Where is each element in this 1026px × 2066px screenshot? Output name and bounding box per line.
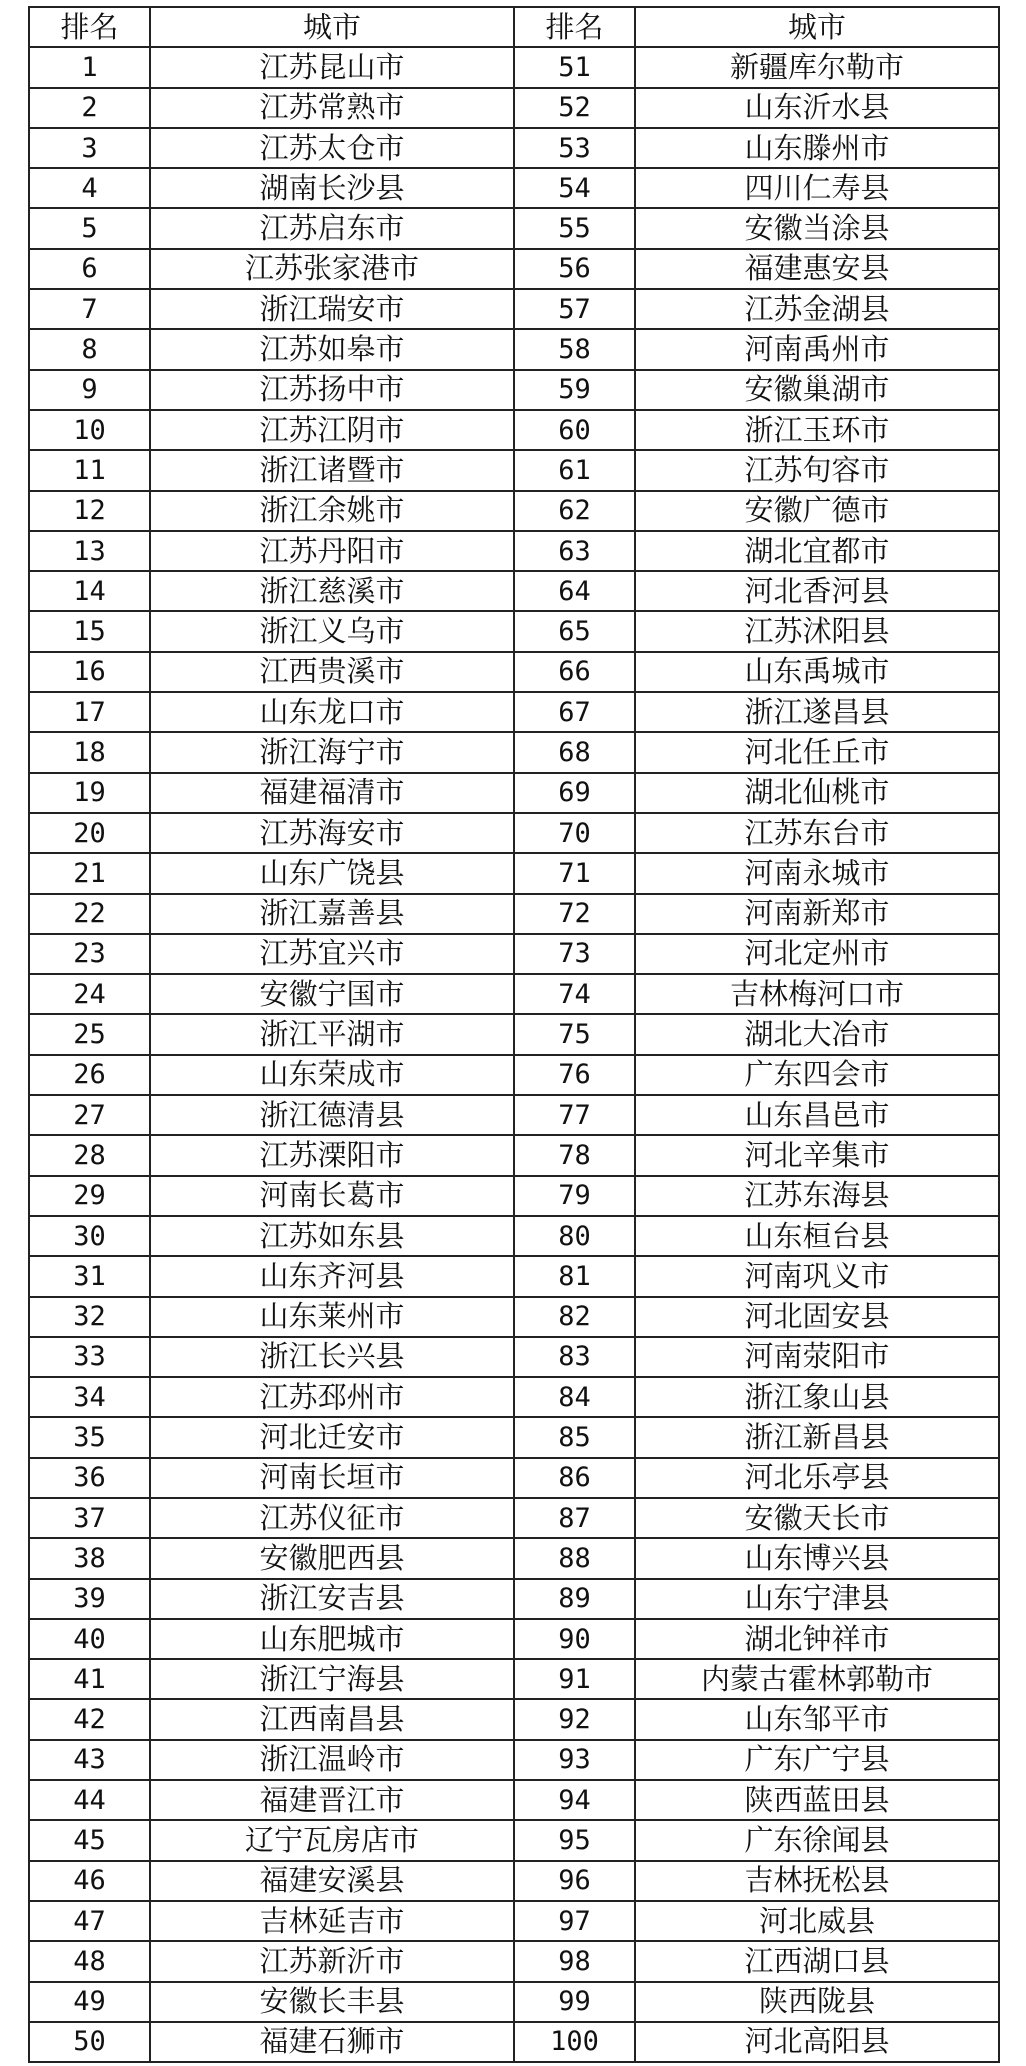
left-rank-cell: 10 <box>29 410 150 450</box>
left-city-cell: 福建晋江市 <box>150 1780 514 1820</box>
table-row <box>29 1135 999 1175</box>
left-city-cell: 湖南长沙县 <box>150 168 514 208</box>
right-rank-cell: 97 <box>514 1901 635 1941</box>
left-city-cell: 江苏启东市 <box>150 208 514 248</box>
left-city-cell: 江苏太仓市 <box>150 128 514 168</box>
right-rank-cell: 75 <box>514 1014 635 1054</box>
header-rank-right: 排名 <box>514 7 635 47</box>
right-city-cell: 山东桓台县 <box>635 1216 999 1256</box>
right-city-cell: 浙江象山县 <box>635 1377 999 1417</box>
left-city-cell: 吉林延吉市 <box>150 1901 514 1941</box>
table-row <box>29 1458 999 1498</box>
right-city-cell: 湖北大冶市 <box>635 1014 999 1054</box>
right-city-cell: 河南禹州市 <box>635 329 999 369</box>
right-rank-cell: 73 <box>514 934 635 974</box>
table-row <box>29 1941 999 1981</box>
right-city-cell: 江苏东海县 <box>635 1176 999 1216</box>
left-city-cell: 山东齐河县 <box>150 1256 514 1296</box>
right-rank-cell: 96 <box>514 1861 635 1901</box>
left-rank-cell: 33 <box>29 1337 150 1377</box>
left-rank-cell: 47 <box>29 1901 150 1941</box>
right-rank-cell: 85 <box>514 1417 635 1457</box>
left-rank-cell: 17 <box>29 692 150 732</box>
right-city-cell: 江苏金湖县 <box>635 289 999 329</box>
right-city-cell: 山东禹城市 <box>635 652 999 692</box>
left-city-cell: 辽宁瓦房店市 <box>150 1820 514 1860</box>
right-rank-cell: 65 <box>514 611 635 651</box>
right-city-cell: 河北威县 <box>635 1901 999 1941</box>
right-rank-cell: 92 <box>514 1699 635 1739</box>
left-rank-cell: 27 <box>29 1095 150 1135</box>
table-row <box>29 853 999 893</box>
table-row <box>29 208 999 248</box>
left-city-cell: 浙江温岭市 <box>150 1740 514 1780</box>
table-row <box>29 1538 999 1578</box>
left-city-cell: 福建安溪县 <box>150 1861 514 1901</box>
left-rank-cell: 45 <box>29 1820 150 1860</box>
left-rank-cell: 20 <box>29 813 150 853</box>
right-rank-cell: 91 <box>514 1659 635 1699</box>
left-city-cell: 浙江诸暨市 <box>150 450 514 490</box>
header-row <box>29 7 999 47</box>
right-city-cell: 河北高阳县 <box>635 2022 999 2062</box>
left-city-cell: 安徽长丰县 <box>150 1982 514 2022</box>
table-row <box>29 1014 999 1054</box>
right-city-cell: 湖北钟祥市 <box>635 1619 999 1659</box>
right-city-cell: 山东博兴县 <box>635 1538 999 1578</box>
left-rank-cell: 41 <box>29 1659 150 1699</box>
right-rank-cell: 74 <box>514 974 635 1014</box>
table-row <box>29 1780 999 1820</box>
right-rank-cell: 90 <box>514 1619 635 1659</box>
right-city-cell: 山东沂水县 <box>635 88 999 128</box>
left-rank-cell: 39 <box>29 1579 150 1619</box>
right-city-cell: 广东徐闻县 <box>635 1820 999 1860</box>
right-rank-cell: 55 <box>514 208 635 248</box>
right-city-cell: 河南永城市 <box>635 853 999 893</box>
right-city-cell: 河南新郑市 <box>635 894 999 934</box>
right-rank-cell: 54 <box>514 168 635 208</box>
right-rank-cell: 81 <box>514 1256 635 1296</box>
right-rank-cell: 64 <box>514 571 635 611</box>
right-rank-cell: 95 <box>514 1820 635 1860</box>
right-rank-cell: 68 <box>514 732 635 772</box>
left-city-cell: 浙江宁海县 <box>150 1659 514 1699</box>
left-rank-cell: 44 <box>29 1780 150 1820</box>
right-rank-cell: 60 <box>514 410 635 450</box>
right-rank-cell: 99 <box>514 1982 635 2022</box>
right-rank-cell: 67 <box>514 692 635 732</box>
left-city-cell: 浙江嘉善县 <box>150 894 514 934</box>
left-city-cell: 河南长葛市 <box>150 1176 514 1216</box>
left-rank-cell: 36 <box>29 1458 150 1498</box>
right-city-cell: 江苏沭阳县 <box>635 611 999 651</box>
table-row <box>29 1055 999 1095</box>
right-city-cell: 福建惠安县 <box>635 249 999 289</box>
right-city-cell: 河北任丘市 <box>635 732 999 772</box>
table-row <box>29 1216 999 1256</box>
table-row <box>29 1740 999 1780</box>
right-city-cell: 河北香河县 <box>635 571 999 611</box>
left-rank-cell: 13 <box>29 531 150 571</box>
left-rank-cell: 8 <box>29 329 150 369</box>
table-row <box>29 611 999 651</box>
right-rank-cell: 58 <box>514 329 635 369</box>
left-city-cell: 江苏海安市 <box>150 813 514 853</box>
left-city-cell: 江苏常熟市 <box>150 88 514 128</box>
left-city-cell: 浙江德清县 <box>150 1095 514 1135</box>
left-rank-cell: 48 <box>29 1941 150 1981</box>
left-rank-cell: 21 <box>29 853 150 893</box>
left-city-cell: 江苏仪征市 <box>150 1498 514 1538</box>
right-rank-cell: 77 <box>514 1095 635 1135</box>
left-city-cell: 河北迁安市 <box>150 1417 514 1457</box>
table-row <box>29 531 999 571</box>
left-rank-cell: 14 <box>29 571 150 611</box>
table-row <box>29 370 999 410</box>
left-city-cell: 山东莱州市 <box>150 1297 514 1337</box>
table-row <box>29 128 999 168</box>
left-rank-cell: 32 <box>29 1297 150 1337</box>
left-rank-cell: 37 <box>29 1498 150 1538</box>
right-rank-cell: 62 <box>514 491 635 531</box>
table-row <box>29 249 999 289</box>
header-city-left: 城市 <box>150 7 514 47</box>
table-row <box>29 1417 999 1457</box>
table-row <box>29 1619 999 1659</box>
ranking-table <box>28 6 1000 2063</box>
left-rank-cell: 6 <box>29 249 150 289</box>
left-rank-cell: 25 <box>29 1014 150 1054</box>
right-rank-cell: 100 <box>514 2022 635 2062</box>
table-row <box>29 732 999 772</box>
left-city-cell: 福建福清市 <box>150 773 514 813</box>
right-city-cell: 山东滕州市 <box>635 128 999 168</box>
left-rank-cell: 29 <box>29 1176 150 1216</box>
left-city-cell: 山东肥城市 <box>150 1619 514 1659</box>
table-header <box>29 7 999 47</box>
right-city-cell: 江苏句容市 <box>635 450 999 490</box>
right-rank-cell: 87 <box>514 1498 635 1538</box>
table-row <box>29 1901 999 1941</box>
left-city-cell: 浙江义乌市 <box>150 611 514 651</box>
right-city-cell: 山东宁津县 <box>635 1579 999 1619</box>
left-city-cell: 江苏扬中市 <box>150 370 514 410</box>
table-row <box>29 692 999 732</box>
right-city-cell: 安徽当涂县 <box>635 208 999 248</box>
left-rank-cell: 22 <box>29 894 150 934</box>
table-row <box>29 1982 999 2022</box>
right-rank-cell: 93 <box>514 1740 635 1780</box>
right-city-cell: 新疆库尔勒市 <box>635 47 999 87</box>
right-rank-cell: 72 <box>514 894 635 934</box>
left-city-cell: 江苏宜兴市 <box>150 934 514 974</box>
right-rank-cell: 79 <box>514 1176 635 1216</box>
right-city-cell: 安徽天长市 <box>635 1498 999 1538</box>
left-city-cell: 浙江安吉县 <box>150 1579 514 1619</box>
left-city-cell: 福建石狮市 <box>150 2022 514 2062</box>
right-city-cell: 河南荥阳市 <box>635 1337 999 1377</box>
header-city-right: 城市 <box>635 7 999 47</box>
right-rank-cell: 57 <box>514 289 635 329</box>
right-rank-cell: 86 <box>514 1458 635 1498</box>
right-rank-cell: 83 <box>514 1337 635 1377</box>
left-city-cell: 江苏如东县 <box>150 1216 514 1256</box>
right-rank-cell: 59 <box>514 370 635 410</box>
table-row <box>29 1095 999 1135</box>
right-rank-cell: 70 <box>514 813 635 853</box>
left-rank-cell: 40 <box>29 1619 150 1659</box>
right-rank-cell: 71 <box>514 853 635 893</box>
right-city-cell: 广东四会市 <box>635 1055 999 1095</box>
right-rank-cell: 66 <box>514 652 635 692</box>
left-rank-cell: 16 <box>29 652 150 692</box>
left-city-cell: 江苏溧阳市 <box>150 1135 514 1175</box>
right-city-cell: 湖北仙桃市 <box>635 773 999 813</box>
table-row <box>29 47 999 87</box>
right-city-cell: 陕西陇县 <box>635 1982 999 2022</box>
left-rank-cell: 35 <box>29 1417 150 1457</box>
table-row <box>29 813 999 853</box>
left-rank-cell: 18 <box>29 732 150 772</box>
left-city-cell: 浙江长兴县 <box>150 1337 514 1377</box>
left-rank-cell: 26 <box>29 1055 150 1095</box>
right-rank-cell: 78 <box>514 1135 635 1175</box>
right-city-cell: 吉林抚松县 <box>635 1861 999 1901</box>
right-rank-cell: 53 <box>514 128 635 168</box>
right-rank-cell: 76 <box>514 1055 635 1095</box>
table-body <box>29 47 999 2062</box>
right-city-cell: 河北固安县 <box>635 1297 999 1337</box>
left-rank-cell: 43 <box>29 1740 150 1780</box>
left-city-cell: 浙江平湖市 <box>150 1014 514 1054</box>
left-city-cell: 江苏邳州市 <box>150 1377 514 1417</box>
right-city-cell: 内蒙古霍林郭勒市 <box>635 1659 999 1699</box>
left-city-cell: 安徽肥西县 <box>150 1538 514 1578</box>
right-city-cell: 江苏东台市 <box>635 813 999 853</box>
left-rank-cell: 50 <box>29 2022 150 2062</box>
table-row <box>29 1659 999 1699</box>
table-row <box>29 1256 999 1296</box>
left-city-cell: 江苏江阴市 <box>150 410 514 450</box>
table-row <box>29 329 999 369</box>
right-city-cell: 安徽巢湖市 <box>635 370 999 410</box>
table-row <box>29 974 999 1014</box>
left-city-cell: 山东广饶县 <box>150 853 514 893</box>
left-rank-cell: 28 <box>29 1135 150 1175</box>
table-row <box>29 773 999 813</box>
right-rank-cell: 84 <box>514 1377 635 1417</box>
left-city-cell: 山东荣成市 <box>150 1055 514 1095</box>
left-rank-cell: 15 <box>29 611 150 651</box>
left-rank-cell: 38 <box>29 1538 150 1578</box>
table-row <box>29 410 999 450</box>
left-city-cell: 江苏昆山市 <box>150 47 514 87</box>
left-city-cell: 浙江海宁市 <box>150 732 514 772</box>
left-rank-cell: 19 <box>29 773 150 813</box>
table-row <box>29 1861 999 1901</box>
left-city-cell: 江西贵溪市 <box>150 652 514 692</box>
right-city-cell: 安徽广德市 <box>635 491 999 531</box>
left-city-cell: 山东龙口市 <box>150 692 514 732</box>
right-city-cell: 浙江遂昌县 <box>635 692 999 732</box>
table-row <box>29 450 999 490</box>
left-city-cell: 江苏新沂市 <box>150 1941 514 1981</box>
left-city-cell: 江苏如皋市 <box>150 329 514 369</box>
left-rank-cell: 31 <box>29 1256 150 1296</box>
right-rank-cell: 52 <box>514 88 635 128</box>
left-rank-cell: 42 <box>29 1699 150 1739</box>
left-rank-cell: 34 <box>29 1377 150 1417</box>
right-rank-cell: 51 <box>514 47 635 87</box>
table-row <box>29 934 999 974</box>
left-city-cell: 江苏丹阳市 <box>150 531 514 571</box>
table-row <box>29 1377 999 1417</box>
right-city-cell: 河北定州市 <box>635 934 999 974</box>
left-rank-cell: 3 <box>29 128 150 168</box>
right-rank-cell: 63 <box>514 531 635 571</box>
right-city-cell: 湖北宜都市 <box>635 531 999 571</box>
right-rank-cell: 98 <box>514 1941 635 1981</box>
right-rank-cell: 94 <box>514 1780 635 1820</box>
left-city-cell: 安徽宁国市 <box>150 974 514 1014</box>
table-row <box>29 652 999 692</box>
left-rank-cell: 11 <box>29 450 150 490</box>
left-rank-cell: 2 <box>29 88 150 128</box>
table-row <box>29 2022 999 2062</box>
right-rank-cell: 89 <box>514 1579 635 1619</box>
header-rank-left: 排名 <box>29 7 150 47</box>
table-row <box>29 1498 999 1538</box>
right-city-cell: 四川仁寿县 <box>635 168 999 208</box>
left-city-cell: 浙江余姚市 <box>150 491 514 531</box>
left-rank-cell: 46 <box>29 1861 150 1901</box>
left-city-cell: 河南长垣市 <box>150 1458 514 1498</box>
right-city-cell: 山东邹平市 <box>635 1699 999 1739</box>
left-rank-cell: 23 <box>29 934 150 974</box>
right-city-cell: 山东昌邑市 <box>635 1095 999 1135</box>
left-city-cell: 浙江慈溪市 <box>150 571 514 611</box>
left-rank-cell: 5 <box>29 208 150 248</box>
left-city-cell: 江西南昌县 <box>150 1699 514 1739</box>
right-city-cell: 江西湖口县 <box>635 1941 999 1981</box>
left-rank-cell: 1 <box>29 47 150 87</box>
table-row <box>29 1820 999 1860</box>
table-row <box>29 1337 999 1377</box>
left-rank-cell: 4 <box>29 168 150 208</box>
table-row <box>29 1579 999 1619</box>
right-city-cell: 吉林梅河口市 <box>635 974 999 1014</box>
right-rank-cell: 82 <box>514 1297 635 1337</box>
right-rank-cell: 61 <box>514 450 635 490</box>
left-city-cell: 浙江瑞安市 <box>150 289 514 329</box>
right-city-cell: 浙江新昌县 <box>635 1417 999 1457</box>
left-rank-cell: 30 <box>29 1216 150 1256</box>
table-row <box>29 491 999 531</box>
right-city-cell: 河南巩义市 <box>635 1256 999 1296</box>
table-row <box>29 1699 999 1739</box>
left-rank-cell: 12 <box>29 491 150 531</box>
right-city-cell: 河北乐亭县 <box>635 1458 999 1498</box>
table-row <box>29 1176 999 1216</box>
right-city-cell: 广东广宁县 <box>635 1740 999 1780</box>
right-rank-cell: 69 <box>514 773 635 813</box>
table-row <box>29 1297 999 1337</box>
right-rank-cell: 80 <box>514 1216 635 1256</box>
right-rank-cell: 88 <box>514 1538 635 1578</box>
right-city-cell: 河北辛集市 <box>635 1135 999 1175</box>
right-city-cell: 陕西蓝田县 <box>635 1780 999 1820</box>
left-rank-cell: 7 <box>29 289 150 329</box>
right-city-cell: 浙江玉环市 <box>635 410 999 450</box>
table-row <box>29 289 999 329</box>
table-row <box>29 168 999 208</box>
table-row <box>29 571 999 611</box>
right-rank-cell: 56 <box>514 249 635 289</box>
left-rank-cell: 9 <box>29 370 150 410</box>
table-row <box>29 88 999 128</box>
left-city-cell: 江苏张家港市 <box>150 249 514 289</box>
left-rank-cell: 49 <box>29 1982 150 2022</box>
left-rank-cell: 24 <box>29 974 150 1014</box>
table-row <box>29 894 999 934</box>
